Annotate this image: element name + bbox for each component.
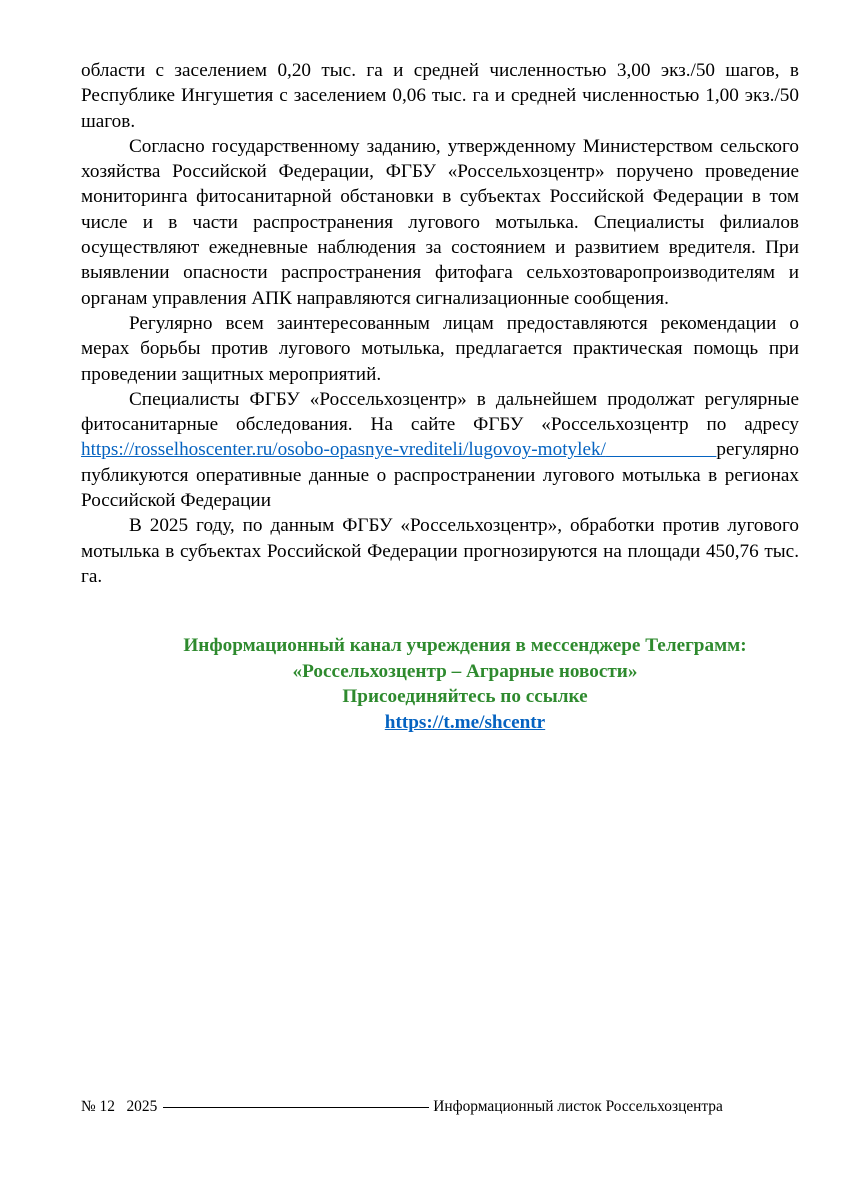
rosselhoscenter-link[interactable]: https://rosselhoscenter.ru/osobo-opasnye-vrediteli/lugovoy-motylek/ xyxy=(81,439,606,461)
paragraph-2: Согласно государственному заданию, утвержденному Министерством сельского хозяйства Российской Федерации, ФГБУ «Россельхозцентр» поручено проведение мониторинга фитосанитарной обстановки в субъектах Российской Федерации в том числе и в части распространения лугового мотылька. Специалисты филиалов осуществляют ежедневные наблюдения за состоянием и развитием вредителя. При выявлении опасности распространения фитофага сельхозтоваропроизводителям и органам управления АПК направляются сигнализационные сообщения. xyxy=(81,135,799,309)
promo-title: Информационный канал учреждения в мессенджере Телеграмм: xyxy=(183,635,747,656)
paragraph-5: В 2025 году, по данным ФГБУ «Россельхозцентр», обработки против лугового мотылька в субъектах Российской Федерации прогнозируются на площади 450,76 тыс. га. xyxy=(81,515,799,587)
link-underline-tail[interactable] xyxy=(606,439,717,460)
paragraph-1: области с заселением 0,20 тыс. га и средней численностью 3,00 экз./50 шагов, в Республике Ингушетия с заселением 0,06 тыс. га и средней численностью 1,00 экз./50 шагов. xyxy=(81,60,799,132)
telegram-promo-block xyxy=(81,633,849,735)
promo-channel-name: «Россельхозцентр – Аграрные новости» xyxy=(292,660,638,682)
paragraph-3: Регулярно всем заинтересованным лицам предоставляются рекомендации о мерах борьбы против лугового мотылька, предлагается практическая помощь при проведении защитных мероприятий. xyxy=(81,312,799,385)
issue-year: 2025 xyxy=(126,1098,158,1115)
paragraph-4-text-after: регулярно публикуются оперативные данные о распространении лугового мотылька в регионах Российской Федерации xyxy=(81,439,799,512)
paragraph-4 xyxy=(81,387,799,513)
document-body xyxy=(81,58,799,589)
telegram-link[interactable]: https://t.me/shcentr xyxy=(384,711,546,733)
publication-title: Информационный листок Россельхозцентра xyxy=(433,1098,723,1115)
footer-rule xyxy=(163,1107,429,1108)
telegram-link-row xyxy=(81,710,849,736)
paragraph-4-text-before: Специалисты ФГБУ «Россельхозцентр» в дальнейшем продолжат регулярные фитосанитарные обследования. На сайте ФГБУ «Россельхозцентр по адресу xyxy=(81,388,799,436)
promo-join-text: Присоединяйтесь по ссылке xyxy=(342,686,588,708)
issue-number: № 12 xyxy=(81,1098,115,1115)
page-footer xyxy=(81,1097,799,1117)
